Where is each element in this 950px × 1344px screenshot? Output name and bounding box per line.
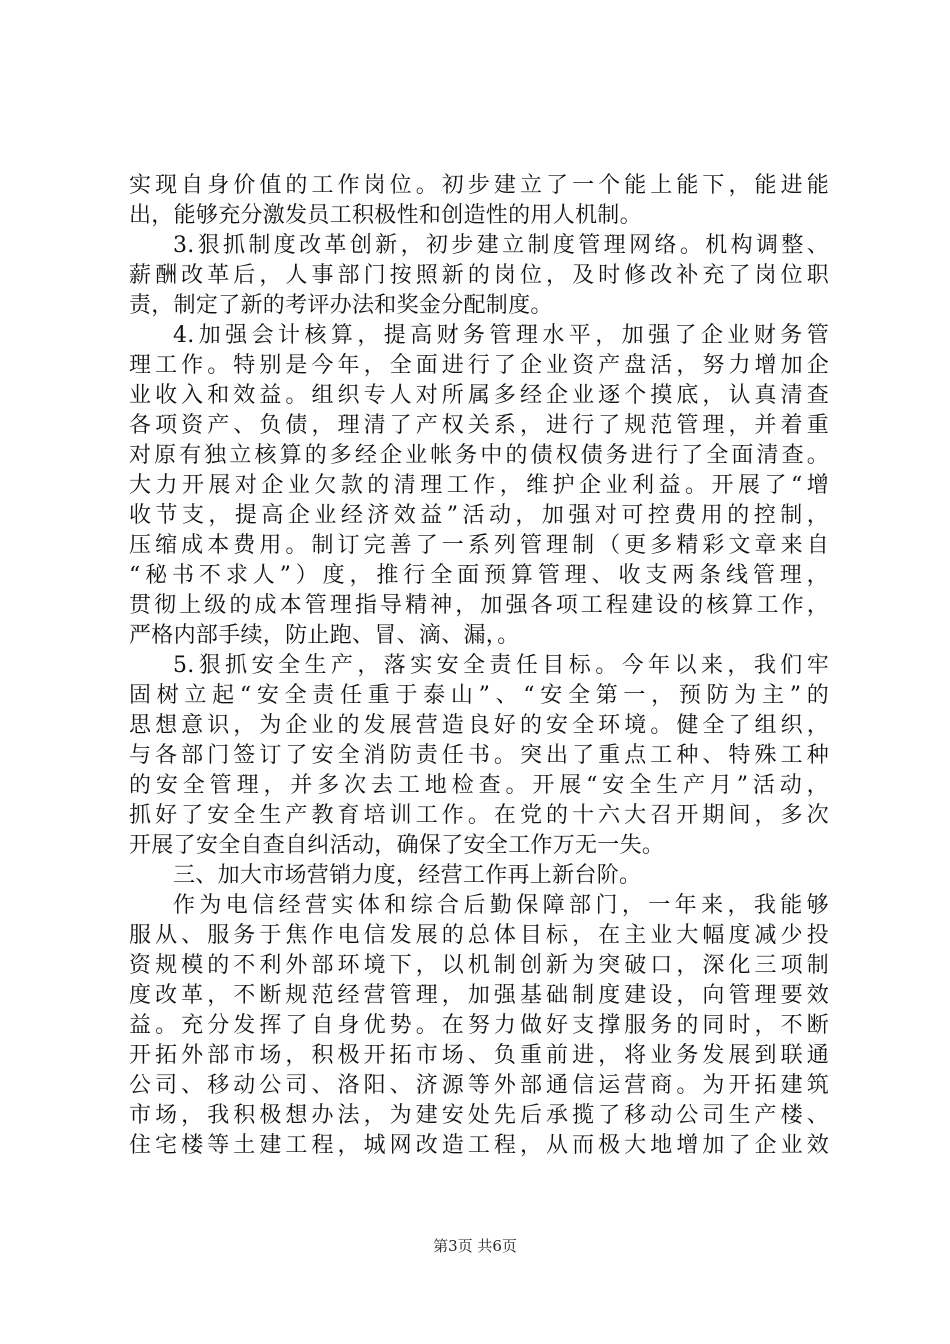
text-line: 三、加大市场营销力度，经营工作再上新台阶。 bbox=[173, 863, 642, 888]
text-line: 业收入和效益。组织专人对所属多经企业逐个摸底，认真清查 bbox=[129, 383, 829, 408]
text-line: 各项资产、负债，理清了产权关系，进行了规范管理，并着重 bbox=[129, 413, 829, 438]
text-line: 薪酬改革后，人事部门按照新的岗位，及时修改补充了岗位职 bbox=[129, 263, 829, 288]
text-line: 4.加强会计核算，提高财务管理水平，加强了企业财务管 bbox=[173, 323, 829, 348]
text-line: 对原有独立核算的多经企业帐务中的债权债务进行了全面清查。 bbox=[129, 443, 829, 468]
text-line: 严格内部手续，防止跑、冒、滴、漏，。 bbox=[129, 623, 520, 648]
document-body bbox=[129, 171, 829, 1161]
text-line: 资规模的不利外部环境下，以机制创新为突破口，深化三项制 bbox=[129, 953, 829, 978]
text-line: 固树立起“安全责任重于泰山”、“安全第一，预防为主”的 bbox=[129, 683, 829, 708]
text-line: 出，能够充分激发员工积极性和创造性的用人机制。 bbox=[129, 203, 642, 228]
text-line: 大力开展对企业欠款的清理工作，维护企业利益。开展了“增 bbox=[129, 473, 829, 498]
text-line: 公司、移动公司、洛阳、济源等外部通信运营商。为开拓建筑 bbox=[129, 1073, 829, 1098]
text-line: 抓好了安全生产教育培训工作。在党的十六大召开期间，多次 bbox=[129, 803, 829, 828]
text-line: 开拓外部市场，积极开拓市场、负重前进，将业务发展到联通 bbox=[129, 1043, 829, 1068]
text-line: 度改革，不断规范经营管理，加强基础制度建设，向管理要效 bbox=[129, 983, 829, 1008]
text-line: 理工作。特别是今年，全面进行了企业资产盘活，努力增加企 bbox=[129, 353, 829, 378]
text-line: 开展了安全自查自纠活动，确保了安全工作万无一失。 bbox=[129, 833, 665, 858]
text-line: 3.狠抓制度改革创新，初步建立制度管理网络。机构调整、 bbox=[173, 233, 829, 258]
text-line: 的安全管理，并多次去工地检查。开展“安全生产月”活动， bbox=[129, 773, 829, 798]
text-line: 5.狠抓安全生产，落实安全责任目标。今年以来，我们牢 bbox=[173, 653, 829, 678]
text-line: 住宅楼等土建工程，城网改造工程，从而极大地增加了企业效 bbox=[129, 1133, 829, 1158]
text-line: 压缩成本费用。制订完善了一系列管理制（更多精彩文章来自 bbox=[129, 533, 829, 558]
text-line: 思想意识，为企业的发展营造良好的安全环境。健全了组织， bbox=[129, 713, 829, 738]
text-line: 与各部门签订了安全消防责任书。突出了重点工种、特殊工种 bbox=[129, 743, 829, 768]
text-line: 市场，我积极想办法，为建安处先后承揽了移动公司生产楼、 bbox=[129, 1103, 829, 1128]
page-footer: 第3页 共6页 bbox=[433, 1237, 517, 1255]
text-line: 益。充分发挥了自身优势。在努力做好支撑服务的同时，不断 bbox=[129, 1013, 829, 1038]
text-line: 服从、服务于焦作电信发展的总体目标，在主业大幅度减少投 bbox=[129, 923, 829, 948]
text-line: 贯彻上级的成本管理指导精神，加强各项工程建设的核算工作， bbox=[129, 593, 829, 618]
text-line: “秘书不求人”）度，推行全面预算管理、收支两条线管理， bbox=[129, 563, 829, 588]
text-line: 收节支，提高企业经济效益”活动，加强对可控费用的控制， bbox=[129, 503, 829, 528]
text-line: 责，制定了新的考评办法和奖金分配制度。 bbox=[129, 293, 553, 318]
text-line: 作为电信经营实体和综合后勤保障部门，一年来，我能够 bbox=[173, 893, 829, 918]
text-line: 实现自身价值的工作岗位。初步建立了一个能上能下，能进能 bbox=[129, 173, 829, 198]
